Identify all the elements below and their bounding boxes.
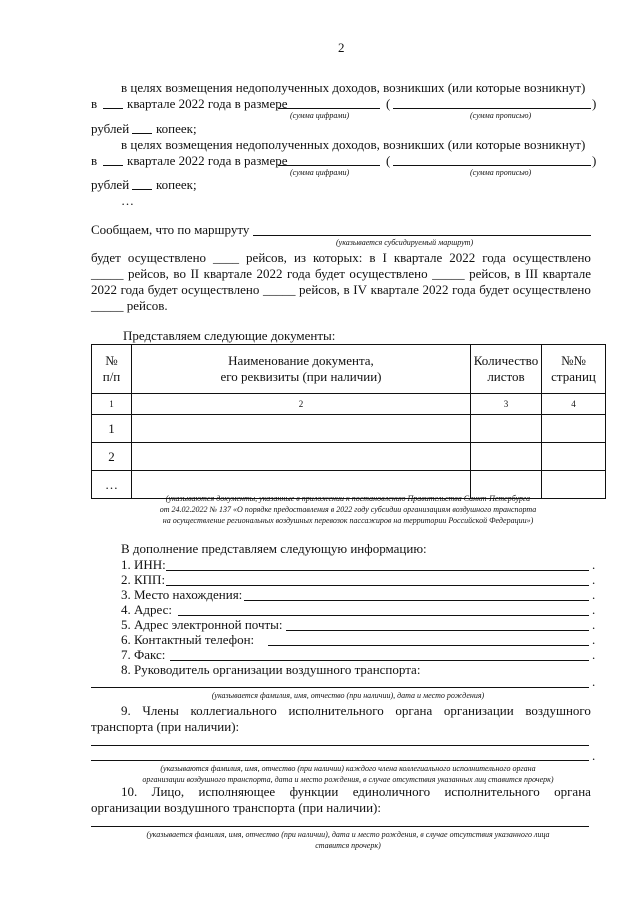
table-row: 1 (92, 415, 606, 443)
doc-pages-cell[interactable] (542, 415, 606, 443)
header-sheets: Количество листов (471, 345, 542, 394)
route-line-1: будет осуществлено ____ рейсов, из которых: в I квартале 2022 года осуществлено (91, 250, 591, 265)
column-number-row: 1 2 3 4 (92, 394, 606, 415)
docs-note: (указываются документы, указанные в приложении к постановлению Правительства Санкт-Петербурга от 24.02.2022 № 137 «О порядке предоставления в 2022 году субсидии организациям воздушного транспорта на осуществление региональных воздушных перевозок пассажиров на территории Российской Федерации») (159, 494, 537, 525)
refund2-quarter-label: квартале 2022 года в размере (127, 153, 288, 168)
info-intro: В дополнение представляем следующую информацию: (121, 541, 427, 556)
refund2-kopecks: копеек; (156, 177, 197, 192)
item10-hint: (указывается фамилия, имя, отчество (при наличии), дата и место рождения, в случае отсутствия указанного лица ставится прочерк) (146, 830, 550, 850)
item9-input-2[interactable] (91, 760, 589, 761)
item10-line-2: организации воздушного транспорта (при наличии): (91, 800, 381, 815)
refund1-sum-digits-field[interactable] (278, 108, 380, 109)
refund2-line1: в целях возмещения недополученных доходов, возникших (или которые возникнут) (121, 137, 586, 152)
field-address-label: 4. Адрес: (121, 602, 172, 617)
field-fax-label: 7. Факс: (121, 647, 166, 662)
refund2-kopecks-field[interactable] (132, 189, 152, 190)
route-hint: (указывается субсидируемый маршрут) (336, 238, 474, 247)
field-email-input[interactable] (286, 630, 589, 631)
item8-hint: (указывается фамилия, имя, отчество (при наличии), дата и место рождения) (211, 691, 485, 700)
table-row: … (92, 471, 606, 499)
field-inn-input[interactable] (166, 570, 589, 571)
item9-input-1[interactable] (91, 745, 589, 746)
refund1-sum-words-field[interactable] (393, 108, 591, 109)
doc-name-cell[interactable] (132, 415, 471, 443)
field-phone-input[interactable] (268, 645, 589, 646)
refund2-rubles: рублей (91, 177, 130, 192)
field-email-label: 5. Адрес электронной почты: (121, 617, 283, 632)
route-line-2: _____ рейсов, во II квартале 2022 года будет осуществлено _____ рейсов, в III квартале (91, 266, 591, 281)
refund2-paren-open: ( (386, 153, 391, 168)
field-kpp-label: 2. КПП: (121, 572, 166, 587)
route-label: Сообщаем, что по маршруту (91, 222, 250, 237)
doc-name-cell[interactable] (132, 443, 471, 471)
refund1-in: в (91, 96, 98, 111)
refund1-paren-close: ) (592, 96, 597, 111)
field-location-label: 3. Место нахождения: (121, 587, 243, 602)
docs-intro: Представляем следующие документы: (123, 328, 336, 343)
refund2-sum-words-field[interactable] (393, 165, 591, 166)
refund1-quarter-field[interactable] (103, 108, 123, 109)
field-address-input[interactable] (178, 615, 589, 616)
field-kpp-input[interactable] (166, 585, 589, 586)
table-row: 2 (92, 443, 606, 471)
item10-input[interactable] (91, 826, 589, 827)
item10-line-1: 10. Лицо, исполняющее функции единоличного исполнительного органа (121, 784, 591, 799)
header-num: № п/п (92, 345, 132, 394)
item8-label: 8. Руководитель организации воздушного транспорта: (121, 662, 421, 677)
refund1-hint-digits: (сумма цифрами) (290, 111, 350, 120)
refund2-in: в (91, 153, 98, 168)
route-line-4: _____ рейсов. (91, 298, 168, 313)
refund2-paren-close: ) (592, 153, 597, 168)
item9-line-2: транспорта (при наличии): (91, 719, 240, 734)
item8-input[interactable] (91, 687, 589, 688)
refund1-rubles: рублей (91, 121, 130, 136)
refund2-sum-digits-field[interactable] (278, 165, 380, 166)
header-name: Наименование документа, его реквизиты (при наличии) (132, 345, 471, 394)
field-phone-label: 6. Контактный телефон: (121, 632, 255, 647)
refund1-hint-words: (сумма прописью) (470, 111, 532, 120)
refund2-quarter-field[interactable] (103, 165, 123, 166)
field-location-input[interactable] (244, 600, 589, 601)
route-line-3: 2022 года будет осуществлено _____ рейсов, в IV квартале 2022 года будет осуществлено (91, 282, 591, 297)
field-inn-label: 1. ИНН: (121, 557, 166, 572)
refund2-hint-digits: (сумма цифрами) (290, 168, 350, 177)
doc-sheets-cell[interactable] (471, 443, 542, 471)
refund2-hint-words: (сумма прописью) (470, 168, 532, 177)
refund1-kopecks: копеек; (156, 121, 197, 136)
route-field[interactable] (253, 235, 591, 236)
doc-sheets-cell[interactable] (471, 415, 542, 443)
refund1-quarter-label: квартале 2022 года в размере (127, 96, 288, 111)
item9-line-1: 9. Члены коллегиального исполнительного органа организации воздушного (121, 703, 591, 718)
page-number: 2 (338, 40, 345, 55)
field-fax-input[interactable] (170, 660, 589, 661)
ellipsis: … (121, 193, 134, 208)
documents-table (91, 344, 606, 499)
refund1-kopecks-field[interactable] (132, 133, 152, 134)
item9-hint: (указываются фамилия, имя, отчество (при наличии) каждого члена коллегиального исполнительного органа организации воздушного транспорта, дата и место рождения, в случае отсутствия указанных лиц ставится прочерк) (142, 764, 554, 784)
refund1-line1: в целях возмещения недополученных доходов, возникших (или которые возникнут) (121, 80, 586, 95)
refund1-paren-open: ( (386, 96, 391, 111)
header-pages: №№ страниц (542, 345, 606, 394)
doc-pages-cell[interactable] (542, 443, 606, 471)
document-page: 2 в целях возмещения недополученных доходов, возникших (или которые возникнут) в квартале 2022 года в размере ( ) (сумма цифрами) (сумма прописью) рублей копеек; в целях возмещения недополученных доходов, возникших (или которые возникнут) в квартале 2022 года в размере ( ) (сумма цифрами) (сумма прописью) рублей копеек; … Сообщаем, что по маршруту (указывается субсидируемый маршрут) будет осуществлено ____ рейсов, из которых: в I квартале 2022 года осуществлено _____ рейсов, во II квартале 2022 года будет осуществлено _____ рейсов, в III квартале 2022 года будет осуществлено _____ рейсов, в IV квартале 2022 года будет осуществлено _____ рейсов. Представляем следующие документы: № п/п Наименование документа, его реквизиты (при наличии) Количество листов №№ страниц 1 2 3 4 1 2 … (указываются документы, указанные в приложении к постановлению Правительства Санкт-Петербурга от 24.02.2022 № 137 «О порядке предоставления в 2022 году субсидии организациям воздушного транспорта на осуществление региональных воздушных перевозок пассажиров на территории Российской Федерации») В дополнение представляем следующую информацию: 1. ИНН: . 2. КПП: . 3. Место нахождения: . 4. Адрес: . 5. Адрес электронной почты: . 6. Контактный телефон: . 7. Факс: . 8. Руководитель организации воздушного транспорта: . (указывается фамилия, имя, отчество (при наличии), дата и место рождения) 9. Члены коллегиального исполнительного органа организации воздушного транспорта (при наличии): . (указываются фамилия, имя, отчество (при наличии) каждого члена коллегиального исполнительного органа организации воздушного транспорта, дата и место рождения, в случае отсутствия указанных лиц ставится прочерк) 10. Лицо, исполняющее функции единоличного исполнительного органа организации воздушного транспорта (при наличии): (указывается фамилия, имя, отчество (при наличии), дата и место рождения, в случае отсутствия указанного лица ставится прочерк) (0, 0, 640, 905)
table-header-row (92, 345, 606, 394)
